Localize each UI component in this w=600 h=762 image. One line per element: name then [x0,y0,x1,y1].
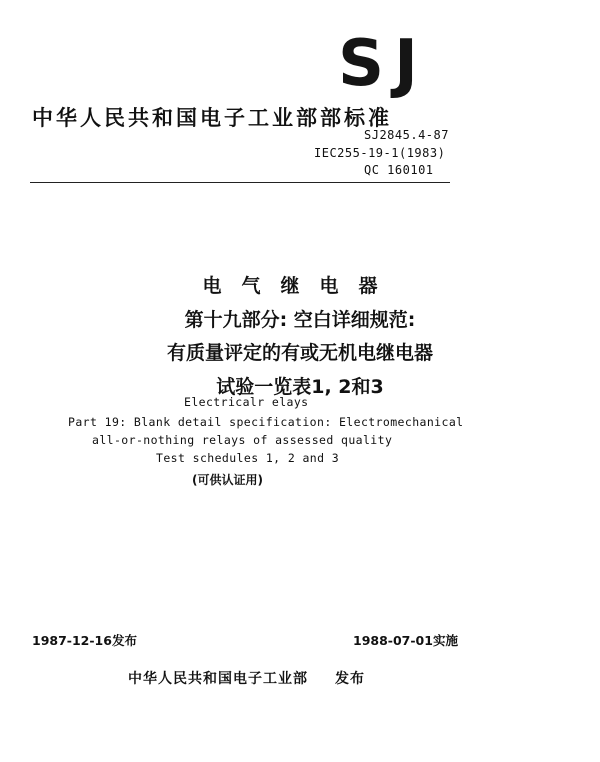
trial-use-note: (可供认证用) [192,473,263,487]
implementation-date: 1988-07-01实施 [353,633,458,648]
standard-code-qc: QC 160101 [364,163,434,177]
publisher-name: 中华人民共和国电子工业部 [128,671,308,687]
header-divider [30,182,450,183]
title-cn-line-3: 有质量评定的有或无机电继电器 [166,342,433,364]
title-cn-line-4: 试验一览表1, 2和3 [216,376,384,398]
sj-logo: SJ [338,27,428,101]
title-cn-line-2: 第十九部分: 空白详细规范: [184,309,416,331]
title-cn-line-1: 电气继电器 [202,275,398,297]
title-en-line-3: all-or-nothing relays of assessed quality [92,433,393,447]
issue-date: 1987-12-16发布 [32,633,137,648]
ministry-standard-title: 中华人民共和国电子工业部部标准 [32,106,392,130]
title-en-line-4: Test schedules 1, 2 and 3 [156,451,340,465]
title-en-line-1: Electricalr elays [184,395,309,409]
title-en-line-2: Part 19: Blank detail specification: Electromechanical [68,415,464,429]
publish-label: 发布 [335,671,365,687]
standard-code-sj: SJ2845.4-87 [364,128,449,142]
standard-code-iec: IEC255-19-1(1983) [314,146,446,160]
